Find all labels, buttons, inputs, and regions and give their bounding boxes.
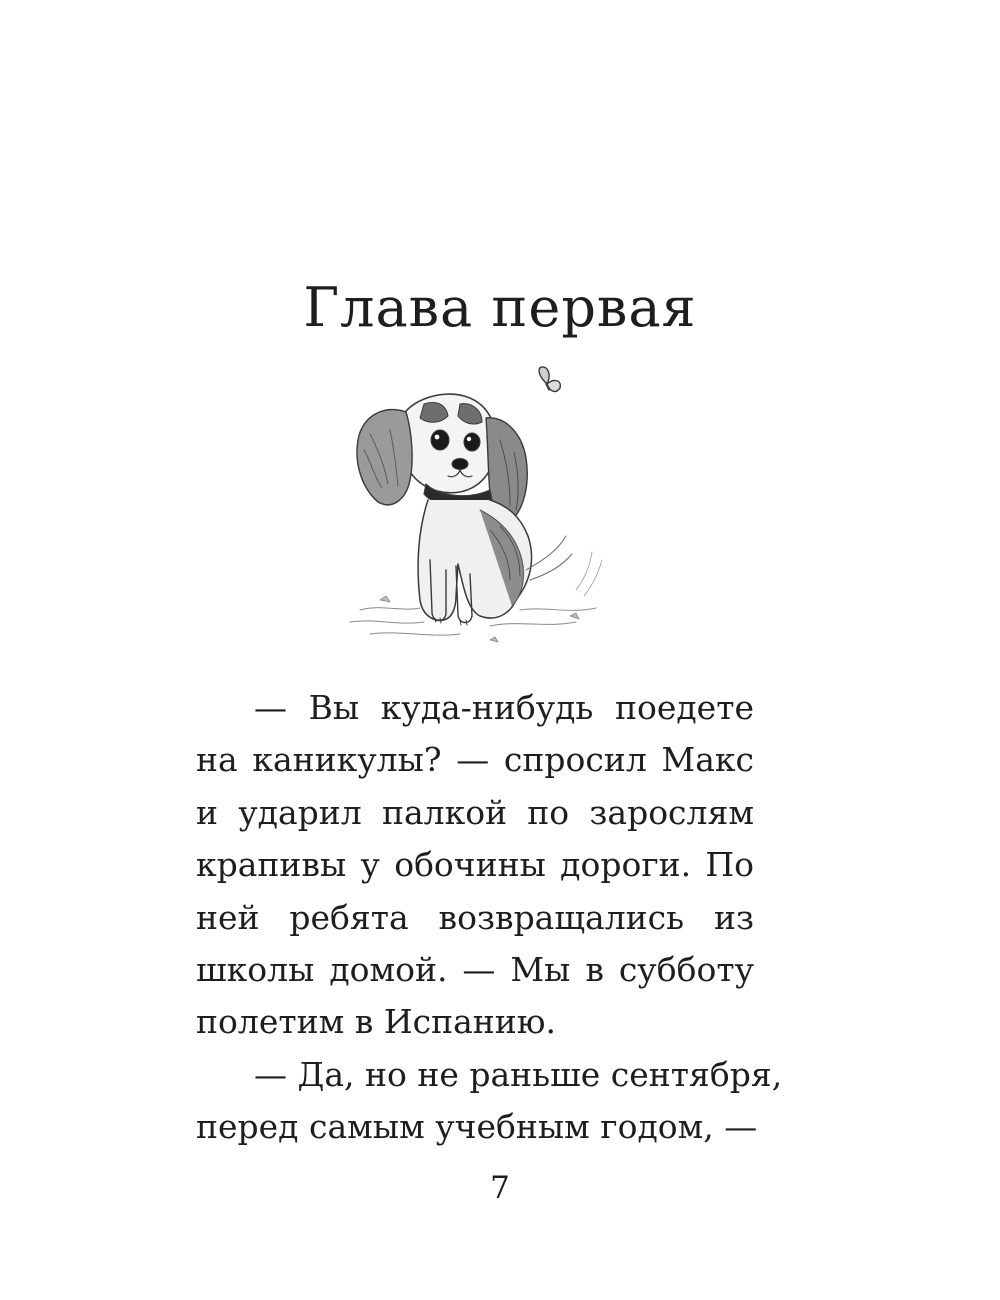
text-line: — Да, но не раньше сентября, (254, 1054, 783, 1094)
story-text (196, 682, 783, 1154)
text-line: перед самым учебным годом, — (196, 1107, 758, 1147)
puppy-illustration-icon (340, 360, 620, 660)
text-line: ней ребята возвращались из (196, 897, 754, 937)
text-line: школы домой. — Мы в субботу (196, 949, 754, 989)
butterfly-icon (539, 367, 560, 392)
text-line: полетим в Испанию. (196, 1002, 556, 1042)
text-line: крапивы у обочины дороги. По (196, 845, 754, 885)
text-line: на каникулы? — спросил Макс (196, 740, 754, 780)
text-line: — Вы куда-нибудь поедете (254, 688, 754, 727)
chapter-title: Глава первая (303, 276, 697, 339)
text-line: и ударил палкой по зарослям (196, 792, 754, 832)
page-number: 7 (490, 1170, 510, 1206)
